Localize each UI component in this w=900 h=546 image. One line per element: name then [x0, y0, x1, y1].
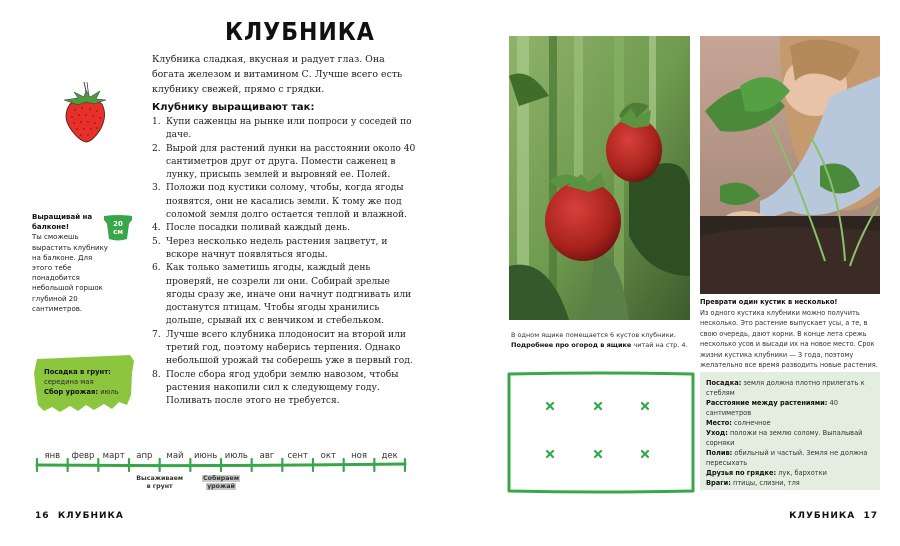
info-row [706, 428, 874, 448]
step-item [152, 116, 416, 143]
info-label: Уход: [706, 429, 728, 437]
harvest-label: Сбор урожая: [44, 388, 99, 397]
planter-caption-link: Подробнее про огород в ящике [511, 341, 632, 349]
info-value: солнечное [731, 419, 771, 427]
info-label: Расстояние между растениями: [706, 399, 828, 407]
girl-planting-photo [700, 36, 880, 294]
info-row [706, 398, 874, 418]
timeline-month-label: апр [136, 451, 153, 461]
step-number: 3. [152, 183, 161, 194]
step-item [152, 182, 416, 222]
timeline-month-label: сент [287, 451, 308, 461]
step-number: 6. [152, 263, 161, 274]
info-value: обильный и частый. Земля не должна пересыхать [706, 449, 868, 467]
step-item [152, 236, 416, 263]
info-label: Посадка: [706, 379, 742, 387]
page-number: 17 [863, 511, 878, 521]
page-number: 16 [35, 511, 50, 521]
step-number: 5. [152, 236, 161, 247]
planting-value: середина мая [44, 378, 94, 387]
planting-marker-note: Высаживаем в грунт [136, 475, 184, 490]
info-row [706, 378, 874, 398]
intro-paragraph: Клубника сладкая, вкусная и радует глаз. Она богата железом и витамином С. Лучше всего есть клубнику свежей, прямо с грядки. [152, 54, 403, 95]
step-item [152, 222, 416, 235]
pot-depth-unit: см [113, 228, 123, 236]
planter-box-diagram [505, 370, 695, 495]
balcony-note-text: Ты сможешь вырастить клубнику на балконе. Для этого тебе понадобится небольшой горшок глубиной 20 сантиметров. [32, 233, 108, 313]
info-row [706, 478, 874, 488]
steps-list [152, 116, 416, 409]
step-item [152, 143, 416, 183]
running-head: КЛУБНИКА [789, 511, 856, 521]
step-number: 7. [152, 329, 161, 340]
info-row [706, 418, 874, 428]
timeline-month-label: февр [71, 451, 95, 461]
timeline-month-label: дек [381, 451, 398, 461]
step-text: После посадки поливай каждый день. [166, 223, 350, 234]
info-label: Полив: [706, 449, 733, 457]
harvest-value: июль [100, 388, 119, 397]
step-text: Положи под кустики солому, чтобы, когда ягоды появятся, они не касались земли. К тому же под соломой земля долго остается теплой и влажной. [166, 183, 408, 221]
running-head: КЛУБНИКА [57, 511, 124, 521]
info-value: птицы, слизни, тля [730, 479, 800, 487]
month-timeline [30, 445, 415, 505]
step-text: Как только заметишь ягоды, каждый день проверяй, не созрели ли они. Собирай зрелые ягоды сразу же, иначе они начнут подгнивать или достанутся птицам. Чтобы ягоды хранились дольше, срывай их с венчиком и стебельком. [166, 263, 412, 327]
steps-heading: Клубнику выращивают так: [152, 102, 315, 113]
info-label: Враги: [706, 479, 731, 487]
step-item [152, 369, 416, 409]
propagation-note-text: Из одного кустика клубники можно получить несколько. Это растение выпускает усы, а те, в свою очередь, дают корни. В конце лета срежь несколько усов и высади их на новое место. Срок жизни кустика клубники — 3 года, поэтому желательно все время разводить новые растения. [700, 308, 878, 369]
step-text: Купи саженцы на рынке или попроси у соседей по даче. [166, 117, 412, 141]
step-item [152, 329, 416, 369]
propagation-note-title: Преврати один кустик в несколько! [700, 298, 838, 306]
step-number: 2. [152, 143, 161, 154]
planter-caption [511, 330, 696, 350]
info-value: положи на землю солому. Выпалывай сорняки [706, 429, 863, 447]
pot-depth-value: 20 [113, 220, 123, 228]
timeline-month-label: окт [320, 451, 336, 461]
info-value: 40 сантиметров [706, 399, 838, 417]
folio-right [789, 511, 878, 521]
plant-marker-icon [595, 451, 601, 457]
step-text: Через несколько недель растения зацветут, и вскоре начнут появляться ягоды. [166, 236, 388, 260]
info-row [706, 468, 874, 478]
harvest-marker-note: Собираем урожай [203, 475, 239, 490]
plant-marker-icon [642, 403, 648, 409]
info-value: лук, бархотки [776, 469, 827, 477]
propagation-note [700, 297, 882, 371]
planting-label: Посадка в грунт: [44, 368, 111, 376]
step-text: Вырой для растений лунки на расстоянии около 40 сантиметров друг от друга. Помести саженец в лунку, присыпь землей и выровняй ее. Полей. [166, 143, 416, 181]
planter-caption-ref: читай на стр. 4. [631, 341, 688, 349]
info-label: Друзья по грядке: [706, 469, 777, 477]
plant-marker-icon [642, 451, 648, 457]
info-row [706, 448, 874, 468]
balcony-note [32, 212, 112, 314]
timeline-month-label: июль [224, 451, 248, 461]
growing-info-box [700, 372, 880, 490]
step-item [152, 262, 416, 328]
timeline-month-label: ноя [351, 451, 367, 461]
strawberry-illustration [60, 78, 110, 144]
timeline-month-label: май [166, 451, 184, 461]
page-title: КЛУБНИКА [225, 18, 375, 47]
step-number: 8. [152, 369, 161, 380]
plant-marker-icon [547, 403, 553, 409]
timeline-month-label: авг [259, 451, 275, 461]
step-text: Лучше всего клубника плодоносит на второй или третий год, поэтому наберись терпения. Однако небольшой урожай ты соберешь уже в первый год. [166, 329, 413, 367]
timeline-month-label: июнь [194, 451, 218, 461]
pot-depth-label [103, 220, 133, 236]
balcony-note-title: Выращивай на балконе! [32, 213, 93, 232]
step-number: 1. [152, 117, 161, 127]
schedule-box [44, 367, 130, 398]
plant-marker-icon [595, 403, 601, 409]
step-text: После сбора ягод удобри землю навозом, чтобы растения накопили сил к следующему году. Поливать после этого не требуется. [166, 369, 399, 407]
step-number: 4. [152, 223, 161, 234]
timeline-month-label: янв [44, 451, 61, 461]
info-value: земля должна плотно прилегать к стеблям [706, 379, 865, 397]
planter-caption-line: В одном ящике помещается 6 кустов клубники. [511, 331, 676, 339]
strawberry-plant-photo [509, 36, 690, 320]
folio-left [35, 511, 124, 521]
plant-marker-icon [547, 451, 553, 457]
info-label: Место: [706, 419, 732, 427]
timeline-month-label: март [102, 451, 125, 461]
